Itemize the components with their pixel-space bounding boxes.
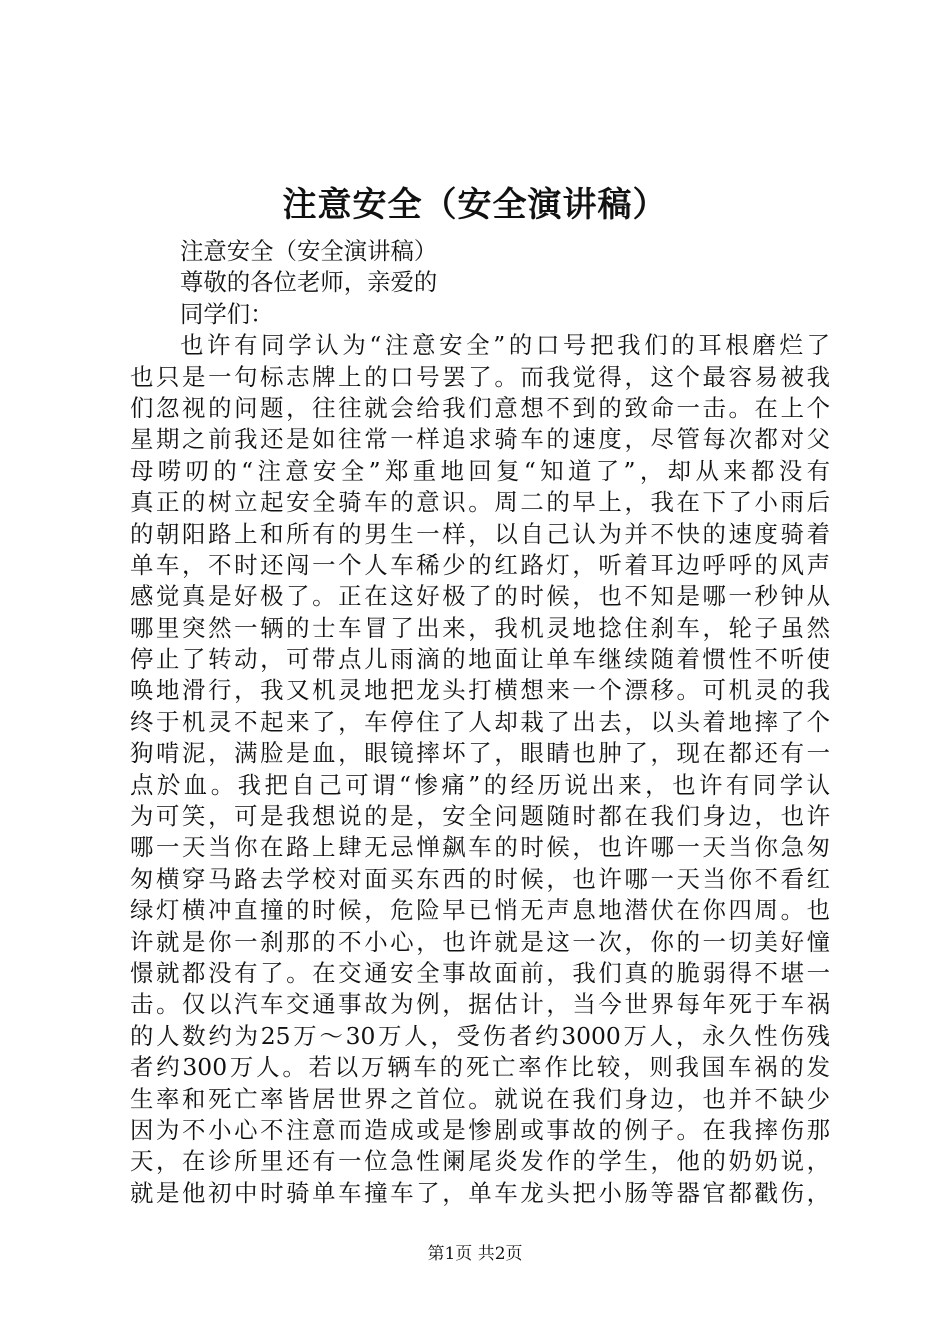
paragraph-line: 生率和死亡率皆居世界之首位。就说在我们身边，也并不缺少 (130, 1084, 830, 1113)
paragraph-line: 单车，不时还闯一个人车稀少的红路灯，听着耳边呼呼的风声 (130, 550, 830, 579)
subtitle-line: 注意安全（安全演讲稿） (180, 237, 438, 265)
salutation-line-2: 同学们： (180, 299, 274, 328)
paragraph-line: 感觉真是好极了。正在这好极了的时候，也不知是哪一秒钟从 (130, 582, 830, 611)
paragraph-line: 点於血。我把自己可谓“惨痛”的经历说出来，也许有同学认 (130, 770, 830, 799)
paragraph-line: 就是他初中时骑单车撞车了，单车龙头把小肠等器官都戳伤， (130, 1178, 830, 1207)
speech-paragraph (130, 330, 830, 1209)
paragraph-line: 绿灯横冲直撞的时候，危险早已悄无声息地潜伏在你四周。也 (130, 896, 830, 925)
paragraph-line: 母唠叨的“注意安全”郑重地回复“知道了”，却从来都没有 (130, 456, 830, 485)
document-body (130, 236, 830, 1209)
paragraph-line: 哪一天当你在路上肆无忌惮飙车的时候，也许哪一天当你急匆 (130, 833, 830, 862)
paragraph-line: 也许有同学认为“注意安全”的口号把我们的耳根磨烂了 (180, 331, 830, 360)
paragraph-line: 憬就都没有了。在交通安全事故面前，我们真的脆弱得不堪一 (130, 958, 830, 987)
paragraph-line: 因为不小心不注意而造成或是惨剧或事故的例子。在我摔伤那 (130, 1115, 830, 1144)
paragraph-line: 真正的树立起安全骑车的意识。周二的早上，我在下了小雨后 (130, 488, 830, 517)
salutation-line-1: 尊敬的各位老师，亲爱的 (180, 268, 438, 297)
paragraph-line: 的朝阳路上和所有的男生一样，以自己认为并不快的速度骑着 (130, 519, 830, 548)
paragraph-line: 们忽视的问题，往往就会给我们意想不到的致命一击。在上个 (130, 393, 830, 422)
paragraph-line: 哪里突然一辆的士车冒了出来，我机灵地捻住刹车，轮子虽然 (130, 613, 830, 642)
paragraph-line: 也只是一句标志牌上的口号罢了。而我觉得，这个最容易被我 (130, 362, 830, 391)
paragraph-line: 许就是你一刹那的不小心，也许就是这一次，你的一切美好憧 (130, 927, 830, 956)
page-footer: 第1页 共2页 (427, 1244, 523, 1264)
paragraph-line: 匆横穿马路去学校对面买东西的时候，也许哪一天当你不看红 (130, 864, 830, 893)
document-title: 注意安全（安全演讲稿） (282, 185, 668, 225)
paragraph-line: 击。仅以汽车交通事故为例，据估计，当今世界每年死于车祸 (130, 990, 830, 1019)
paragraph-line: 者约300万人。若以万辆车的死亡率作比较，则我国车祸的发 (130, 1053, 830, 1082)
paragraph-line: 天，在诊所里还有一位急性阑尾炎发作的学生，他的奶奶说， (130, 1147, 830, 1176)
paragraph-line: 狗啃泥，满脸是血，眼镜摔坏了，眼睛也肿了，现在都还有一 (130, 739, 830, 768)
paragraph-line: 终于机灵不起来了，车停住了人却栽了出去，以头着地摔了个 (130, 707, 830, 736)
paragraph-line: 唤地滑行，我又机灵地把龙头打横想来一个漂移。可机灵的我 (130, 676, 830, 705)
paragraph-line: 星期之前我还是如往常一样追求骑车的速度，尽管每次都对父 (130, 425, 830, 454)
paragraph-line: 为可笑，可是我想说的是，安全问题随时都在我们身边，也许 (130, 802, 830, 831)
paragraph-line: 的人数约为25万～30万人，受伤者约3000万人，永久性伤残 (130, 1021, 830, 1050)
paragraph-line: 停止了转动，可带点儿雨滴的地面让单车继续随着惯性不听使 (130, 645, 830, 674)
